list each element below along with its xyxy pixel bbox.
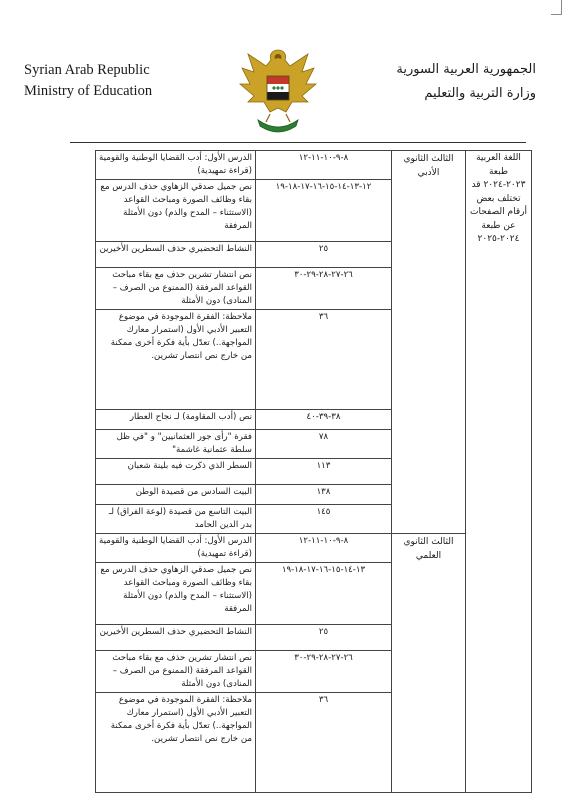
- pages-cell: ٣٦: [256, 310, 392, 410]
- topic-cell: السطر الذي ذكرت فيه بلينة شعبان: [96, 459, 256, 485]
- subject-cell: اللغة العربية طبعة ٢٠٢٣-٢٠٢٤ قد تختلف بعض أرقام الصفحات عن طبعة ٢٠٢٤-٢٠٢٥: [466, 151, 532, 793]
- topic-cell: نص انتشار تشرين حذف مع بقاء مباحث القواعد المرفقة (الممنوع من الصرف – المنادى) دون الأمثلة: [96, 651, 256, 693]
- pages-cell: ١٣-١٤-١٥-١٦-١٧-١٨-١٩: [256, 563, 392, 625]
- header-divider: [70, 142, 526, 143]
- table-row: [96, 151, 532, 180]
- topic-cell: الدرس الأول: أدب القضايا الوطنية والقومية (قراءة تمهيدية): [96, 534, 256, 563]
- grade-cell-literary: الثالث الثانوي الأدبي: [392, 151, 466, 534]
- topic-cell: نص جميل صدقي الزهاوي حذف الدرس مع بقاء وظائف الصورة ومباحث القواعد (الاستثناء – المدح والذم) دون الأمثلة المرفقة: [96, 563, 256, 625]
- pages-cell: ٨-٩-١٠-١١-١٢: [256, 534, 392, 563]
- pages-cell: ١٣٨: [256, 485, 392, 505]
- topic-cell: نص (أدب المقاومة) لـ نجاح العطار: [96, 410, 256, 430]
- pages-cell: ٢٥: [256, 625, 392, 651]
- country-name-ar: الجمهورية العربية السورية: [396, 62, 536, 77]
- pages-cell: ٣٦: [256, 693, 392, 793]
- topic-cell: النشاط التحضيري حذف السطرين الأخيرين: [96, 625, 256, 651]
- ministry-name-ar: وزارة التربية والتعليم: [424, 86, 536, 101]
- topic-cell: فقرة "رأى جور العثمانيين" و "في ظل سلطة عثمانية غاشمة": [96, 430, 256, 459]
- pages-cell: ٢٦-٢٧-٢٨-٢٩-٣٠: [256, 651, 392, 693]
- topic-cell: نص جميل صدقي الزهاوي حذف الدرس مع بقاء وظائف الصورة ومباحث القواعد (الاستثناء – المدح والذم) دون الأمثلة المرفقة: [96, 180, 256, 242]
- topic-cell: ملاحظة: الفقرة الموجودة في موضوع التعبير الأدبي الأول (استمرار معارك المواجهة..) تعدّل بأية فكرة أخرى ممكنة من خارج نص انتصار تشرين.: [96, 693, 256, 793]
- pages-cell: ٨-٩-١٠-١١-١٢: [256, 151, 392, 180]
- pages-cell: ٧٨: [256, 430, 392, 459]
- emblem-shield: [267, 76, 289, 100]
- eagle-emblem-icon: [236, 42, 320, 142]
- country-name-en: Syrian Arab Republic: [24, 62, 150, 78]
- pages-cell: ٢٦-٢٧-٢٨-٢٩-٣٠: [256, 268, 392, 310]
- page-corner-mark: [551, 0, 562, 15]
- ministry-name-en: Ministry of Education: [24, 83, 153, 99]
- pages-cell: ١٤٥: [256, 505, 392, 534]
- topic-cell: البيت السادس من قصيدة الوطن: [96, 485, 256, 505]
- pages-cell: ١١٣: [256, 459, 392, 485]
- header-arabic: [396, 58, 536, 106]
- topic-cell: البيت التاسع من قصيدة (لوعة الفراق) لـ بدر الدين الحامد: [96, 505, 256, 534]
- pages-cell: ٢٥: [256, 242, 392, 268]
- header-english: [24, 60, 152, 102]
- pages-cell: ١٢-١٣-١٤-١٥-١٦-١٧-١٨-١٩: [256, 180, 392, 242]
- curriculum-deletions-table: [95, 150, 532, 793]
- topic-cell: ملاحظة: الفقرة الموجودة في موضوع التعبير الأدبي الأول (استمرار معارك المواجهة..) تعدّل بأية فكرة أخرى ممكنة من خارج نص انتصار تشرين.: [96, 310, 256, 410]
- topic-cell: النشاط التحضيري حذف السطرين الأخيرين: [96, 242, 256, 268]
- topic-cell: نص انتشار تشرين حذف مع بقاء مباحث القواعد المرفقة (الممنوع من الصرف – المنادى) دون الأمثلة: [96, 268, 256, 310]
- pages-cell: ٣٨-٣٩-٤٠: [256, 410, 392, 430]
- topic-cell: الدرس الأول: أدب القضايا الوطنية والقومية (قراءة تمهيدية): [96, 151, 256, 180]
- grade-cell-scientific: الثالث الثانوي العلمي: [392, 534, 466, 793]
